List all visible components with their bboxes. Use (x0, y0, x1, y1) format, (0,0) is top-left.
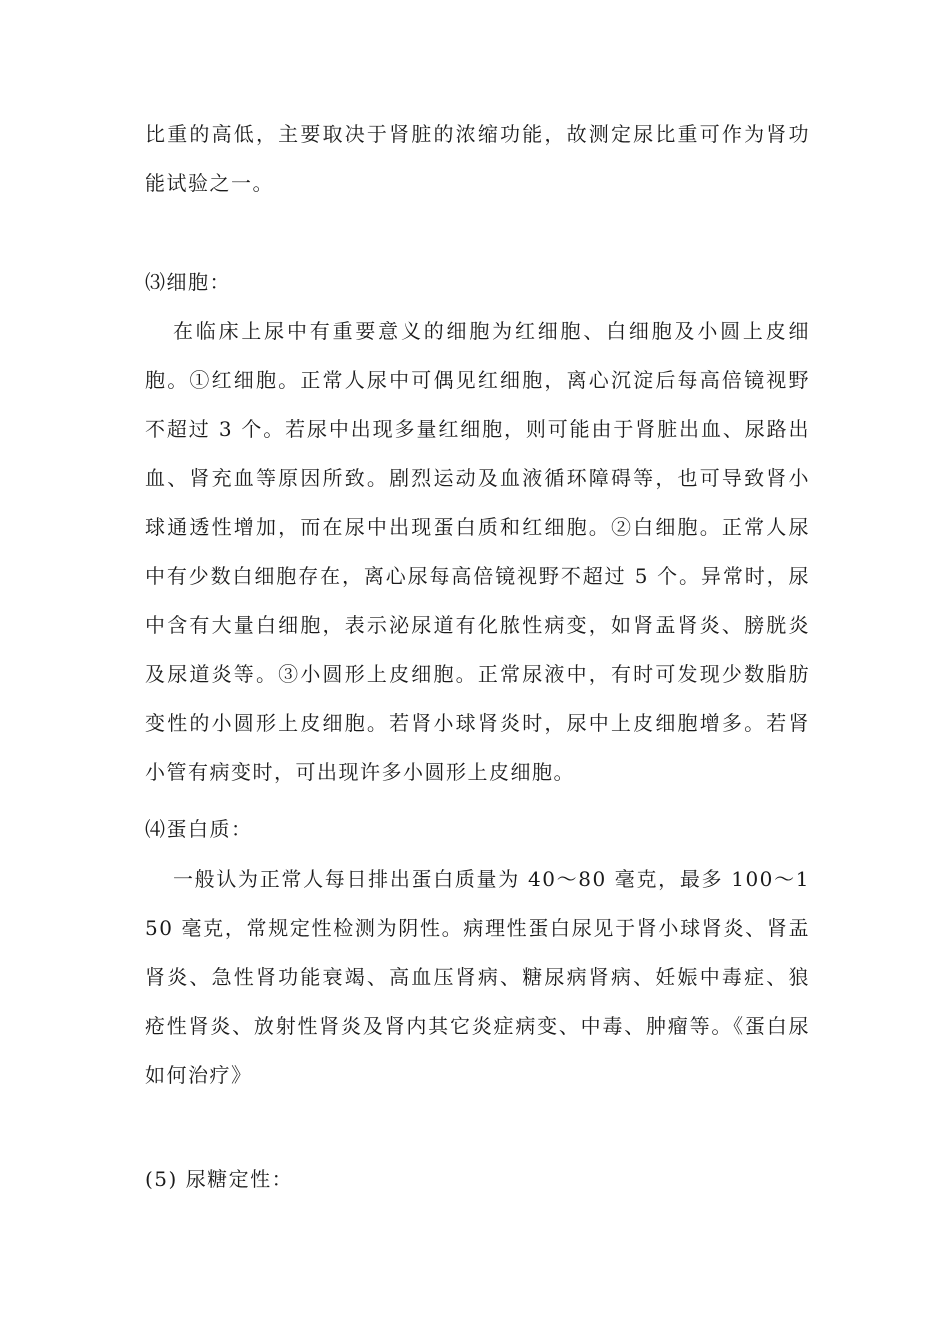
heading-cells: ⑶细胞： (145, 270, 231, 294)
heading-urine-glucose: (5) 尿糖定性： (145, 1167, 294, 1191)
heading-protein: ⑷蛋白质： (145, 817, 253, 841)
paragraph-protein: 一般认为正常人每日排出蛋白质量为 40～80 毫克，最多 100～150 毫克，常规定性检测为阴性。病理性蛋白尿见于肾小球肾炎、肾盂肾炎、急性肾功能衰竭、高血压肾病、糖尿病肾病、妊娠中毒症、狼疮性肾炎、放射性肾炎及肾内其它炎症病变、中毒、肿瘤等。《蛋白尿如何治疗》 (145, 867, 810, 1087)
paragraph-specific-gravity: 比重的高低，主要取决于肾脏的浓缩功能，故测定尿比重可作为肾功能试验之一。 (145, 122, 810, 195)
paragraph-cells: 在临床上尿中有重要意义的细胞为红细胞、白细胞及小圆上皮细胞。①红细胞。正常人尿中可偶见红细胞，离心沉淀后每高倍镜视野不超过 3 个。若尿中出现多量红细胞，则可能由于肾脏出血、尿路出血、肾充血等原因所致。剧烈运动及血液循环障碍等，也可导致肾小球通透性增加，而在尿中出现蛋白质和红细胞。②白细胞。正常人尿中有少数白细胞存在，离心尿每高倍镜视野不超过 5 个。异常时，尿中含有大量白细胞，表示泌尿道有化脓性病变，如肾盂肾炎、膀胱炎及尿道炎等。③小圆形上皮细胞。正常尿液中，有时可发现少数脂肪变性的小圆形上皮细胞。若肾小球肾炎时，尿中上皮细胞增多。若肾小管有病变时，可出现许多小圆形上皮细胞。 (145, 319, 810, 784)
